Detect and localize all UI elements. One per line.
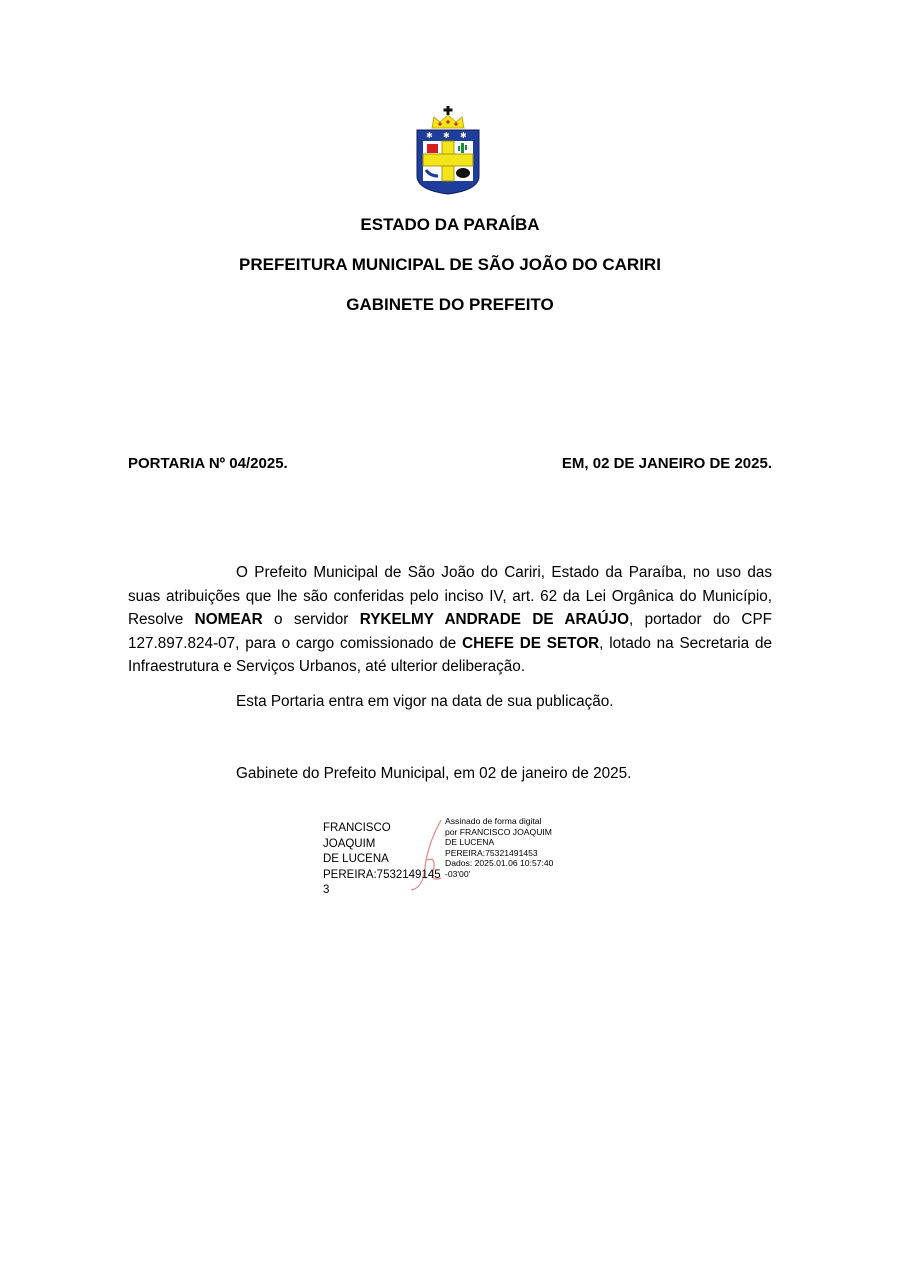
signer-line: 3 (323, 884, 330, 896)
signature-details (445, 816, 575, 880)
appointee-name: RYKELMY ANDRADE DE ARAÚJO (359, 611, 630, 628)
paragraph-text: , portador do CPF 127.897.824-07, para o cargo comissionado de (128, 611, 772, 652)
portaria-number: PORTARIA Nº 04/2025. (128, 455, 288, 472)
closing-line: Gabinete do Prefeito Municipal, em 02 de janeiro de 2025. (236, 765, 632, 782)
signer-line: PEREIRA:7532149145 (323, 868, 441, 881)
city-hall-heading: PREFEITURA MUNICIPAL DE SÃO JOÃO DO CARIRI (239, 255, 661, 274)
nomear-keyword: NOMEAR (194, 611, 263, 628)
signature-detail-line: Assinado de forma digital (445, 816, 542, 826)
signature-detail-line: PEREIRA:75321491453 (445, 847, 538, 858)
svg-text:✱: ✱ (443, 131, 450, 140)
office-heading: GABINETE DO PREFEITO (346, 295, 554, 314)
signature-detail-line: Dados: 2025.01.06 10:57:40 (445, 858, 554, 869)
paragraph-text: , lotado na Secretaria de Infraestrutura e Serviços Urbanos, até ulterior deliberação. (128, 634, 772, 675)
state-heading: ESTADO DA PARAÍBA (360, 215, 540, 234)
svg-text:✱: ✱ (426, 131, 433, 140)
signature-detail-line: -03'00' (445, 868, 471, 879)
signature-detail-line: por FRANCISCO JOAQUIM (445, 826, 552, 837)
svg-text:✱: ✱ (460, 131, 467, 140)
effective-date-paragraph: Esta Portaria entra em vigor na data de sua publicação. (236, 693, 614, 710)
paragraph-text: o servidor (262, 611, 360, 628)
digital-signature-block (323, 816, 573, 896)
signer-name (323, 821, 445, 899)
signature-detail-line: DE LUCENA (445, 837, 495, 848)
paragraph-text: O Prefeito Municipal de São João do Cariri, Estado da Paraíba, no uso das suas atribuições que lhe são conferidas pelo inciso IV, art. 62 da Lei Orgânica do Município, Resolve (128, 564, 772, 628)
portaria-date: EM, 02 DE JANEIRO DE 2025. (561, 455, 772, 472)
position-title: CHEFE DE SETOR (462, 634, 600, 652)
resolution-paragraph (128, 561, 772, 679)
signer-line: FRANCISCO JOAQUIM (323, 822, 391, 850)
municipal-coat-of-arms-icon (414, 106, 482, 196)
signer-line: DE LUCENA (323, 853, 389, 865)
